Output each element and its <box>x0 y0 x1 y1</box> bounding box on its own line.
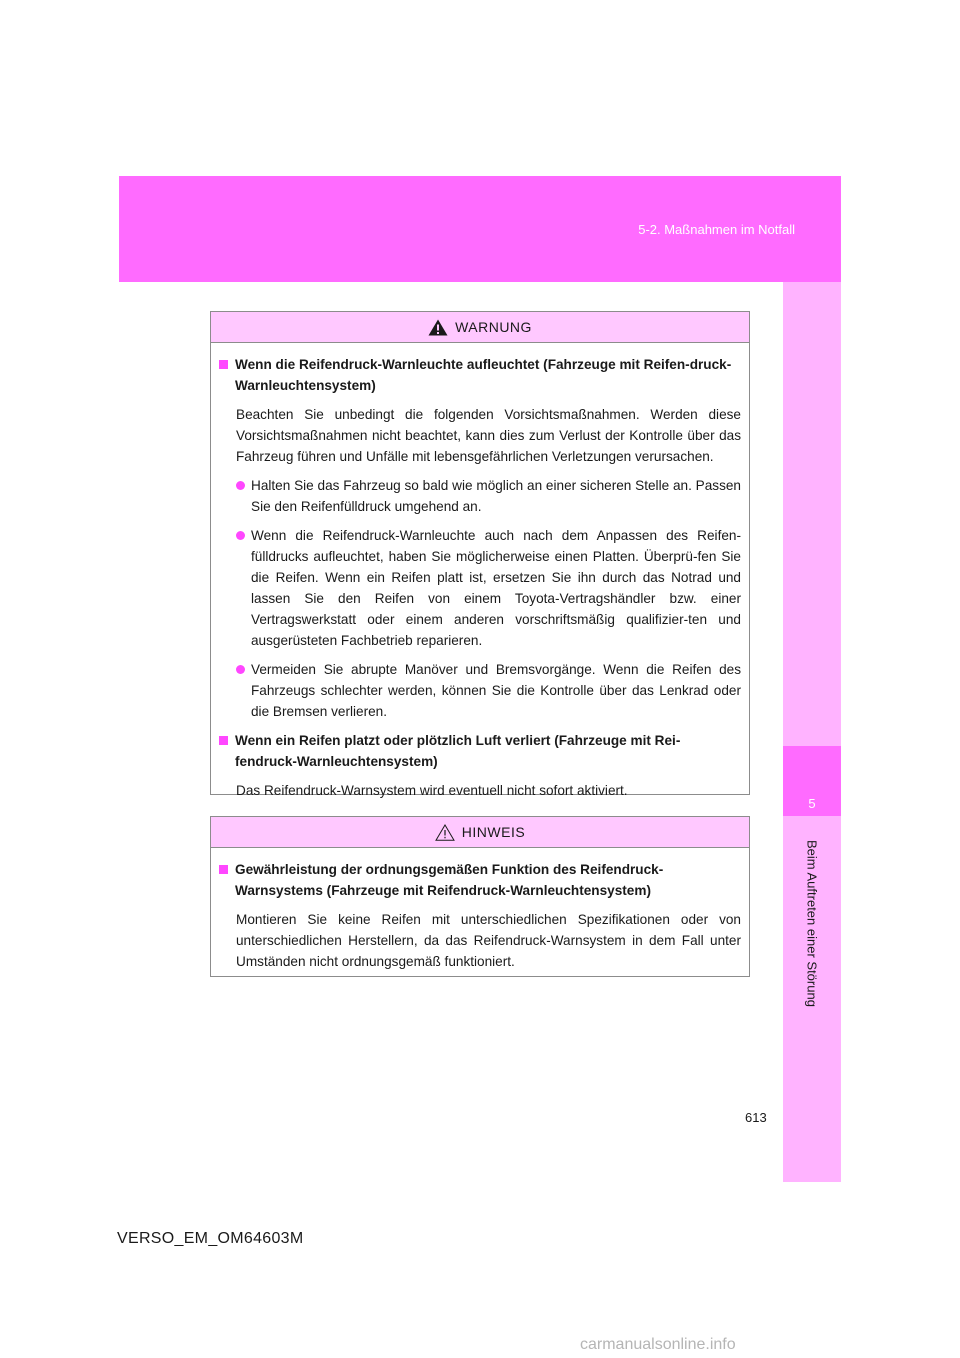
square-bullet-icon <box>219 360 228 369</box>
warning-triangle-outline-icon <box>435 824 455 841</box>
circle-bullet-icon <box>236 531 245 540</box>
warning-paragraph: Das Reifendruck-Warnsystem wird eventuell nicht sofort aktiviert. <box>236 783 628 798</box>
watermark: carmanualsonline.info <box>580 1336 736 1353</box>
chapter-number-box <box>783 746 841 816</box>
section-title: 5-2. Maßnahmen im Notfall <box>638 222 795 237</box>
note-heading <box>219 859 741 901</box>
note-title: HINWEIS <box>461 824 526 840</box>
list-item-text: Wenn die Reifendruck-Warnleuchte auch nach dem Anpassen des Reifen-fülldrucks aufleuchtet, haben Sie möglicherweise einen Platten. Überprü-fen Sie die Reifen. Wenn ein Reifen platt ist, ersetzen Sie ihn durch das Notrad und lassen Sie den Reifen von einem Toyota-Vertragshändler bzw. einer Vertragswerkstatt oder einem anderen vorschriftsmäßig qualifizier-ten und ausgerüsteten Fachbetrieb reparieren. <box>251 528 741 648</box>
circle-bullet-icon <box>236 665 245 674</box>
warning-title: WARNUNG <box>455 319 532 335</box>
circle-bullet-icon <box>236 481 245 490</box>
chapter-label: Beim Auftreten einer Störung <box>804 840 820 1007</box>
list-item <box>219 659 741 722</box>
warning-panel-header <box>211 312 749 343</box>
warning-heading <box>219 730 741 772</box>
list-item-text: Vermeiden Sie abrupte Manöver und Bremsvorgänge. Wenn die Reifen des Fahrzeugs schlechter werden, können Sie die Kontrolle über das Lenkrad oder die Bremsen verlieren. <box>251 662 741 719</box>
page-number: 613 <box>745 1110 767 1125</box>
list-item-text: Halten Sie das Fahrzeug so bald wie möglich an einer sicheren Stelle an. Passen Sie den Reifenfülldruck umgehend an. <box>251 478 741 514</box>
note-paragraph: Montieren Sie keine Reifen mit unterschiedlichen Spezifikationen oder von unterschiedlichen Herstellern, da das Reifendruck-Warnsystem in dem Fall unter Umständen nicht ordnungsgemäß funktioniert. <box>236 912 741 969</box>
header-band <box>119 176 841 282</box>
chapter-number: 5 <box>808 796 816 811</box>
warning-heading-text: Wenn die Reifendruck-Warnleuchte aufleuchtet (Fahrzeuge mit Reifen-druck-Warnleuchtensystem) <box>235 357 732 393</box>
note-heading-text: Gewährleistung der ordnungsgemäßen Funktion des Reifendruck-Warnsystems (Fahrzeuge mit Reifendruck-Warnleuchtensystem) <box>235 862 664 898</box>
warning-triangle-filled-icon <box>428 319 448 336</box>
warning-panel <box>210 311 750 798</box>
square-bullet-icon <box>219 736 228 745</box>
list-item <box>219 475 741 517</box>
note-panel <box>210 816 750 977</box>
chapter-side-tab[interactable] <box>783 282 841 1182</box>
warning-heading <box>219 354 741 396</box>
list-item <box>219 525 741 651</box>
square-bullet-icon <box>219 865 228 874</box>
document-code: VERSO_EM_OM64603M <box>117 1230 304 1247</box>
note-panel-header <box>211 817 749 848</box>
warning-heading-text: Wenn ein Reifen platzt oder plötzlich Luft verliert (Fahrzeuge mit Rei-fendruck-Warnleuchtensystem) <box>235 733 681 769</box>
warning-paragraph: Beachten Sie unbedingt die folgenden Vorsichtsmaßnahmen. Werden diese Vorsichtsmaßnahmen nicht beachtet, kann dies zum Verlust der Kontrolle über das Fahrzeug führen und Unfälle mit lebensgefährlichen Verletzungen verursachen. <box>236 407 741 464</box>
